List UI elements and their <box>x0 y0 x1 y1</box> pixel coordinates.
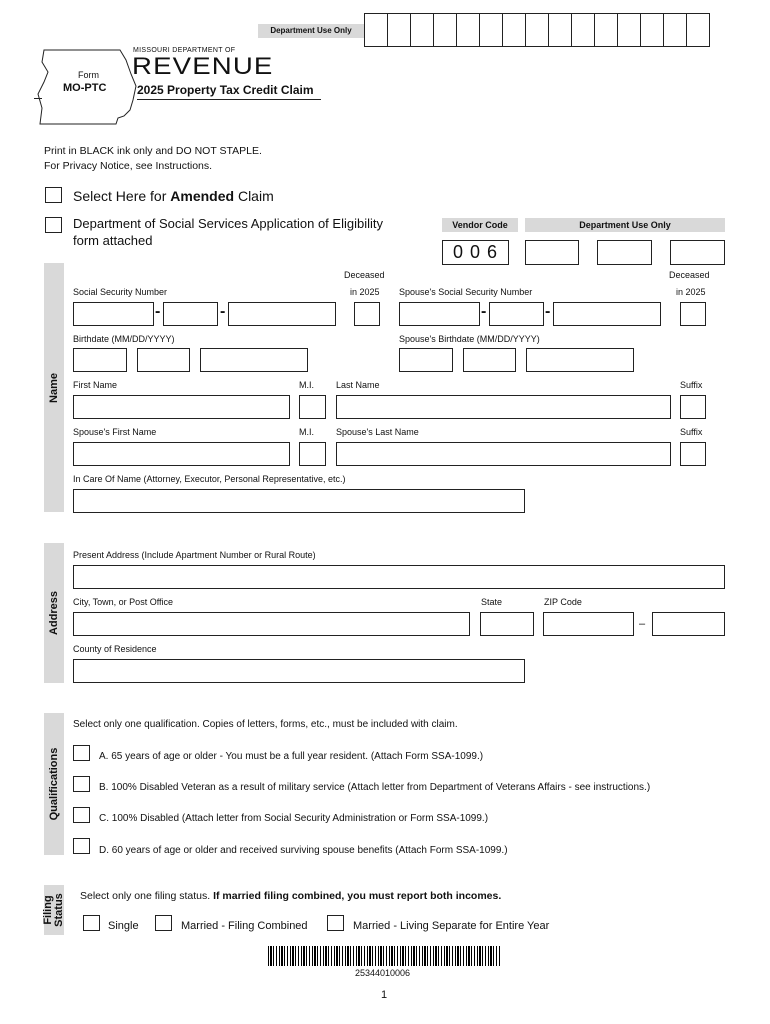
amended-prefix: Select Here for <box>73 188 171 204</box>
filing-single-label: Single <box>108 920 139 932</box>
birth-day-field[interactable] <box>137 348 190 372</box>
dept-cell[interactable] <box>548 13 572 47</box>
qualification-a-label: A. 65 years of age or older - You must be a full year resident. (Attach Form SSA-1099.) <box>99 751 484 762</box>
dept-cell[interactable] <box>387 13 411 47</box>
city-label: City, Town, or Post Office <box>73 597 174 607</box>
spouse-birth-month-field[interactable] <box>399 348 453 372</box>
deceased-label: Deceased <box>344 270 385 280</box>
dept-use-field-1[interactable] <box>525 240 579 265</box>
amended-suffix: Claim <box>234 188 274 204</box>
filing-married-separate-checkbox[interactable] <box>327 915 344 931</box>
county-field[interactable] <box>73 659 525 683</box>
agency-name: MISSOURI DEPARTMENT OF <box>133 47 236 54</box>
qualification-a-checkbox[interactable] <box>73 745 90 761</box>
care-of-field[interactable] <box>73 489 525 513</box>
filing-status-instruction <box>80 890 501 902</box>
instructions-line-2: For Privacy Notice, see Instructions. <box>44 160 213 172</box>
zip-label: ZIP Code <box>544 597 582 607</box>
qualifications-section-tab <box>44 713 64 855</box>
spouse-deceased-year-label: in 2025 <box>676 287 706 297</box>
dept-cell[interactable] <box>686 13 710 47</box>
spouse-suffix-label: Suffix <box>680 427 703 437</box>
qualification-b-label: B. 100% Disabled Veteran as a result of military service (Attach letter from Department of Veterans Affairs - see instructions.) <box>99 782 651 793</box>
spouse-birth-day-field[interactable] <box>463 348 516 372</box>
address-section-title: Address <box>48 590 60 636</box>
qualification-c-label: C. 100% Disabled (Attach letter from Social Security Administration or Form SSA-1099.) <box>99 813 489 824</box>
filing-status-title-line-1: Filing <box>42 895 54 925</box>
zip-field[interactable] <box>543 612 634 636</box>
birth-month-field[interactable] <box>73 348 127 372</box>
spouse-ssn-field-part-3[interactable] <box>553 302 661 326</box>
spouse-ssn-dash: - <box>545 303 551 320</box>
deceased-checkbox[interactable] <box>354 302 380 326</box>
ssn-dash: - <box>220 303 226 320</box>
amended-checkbox[interactable] <box>45 187 62 203</box>
dept-use-field-2[interactable] <box>597 240 652 265</box>
ssn-field-part-3[interactable] <box>228 302 336 326</box>
suffix-label: Suffix <box>680 380 703 390</box>
dept-cell[interactable] <box>479 13 503 47</box>
spouse-first-name-field[interactable] <box>73 442 290 466</box>
amended-label <box>73 188 274 204</box>
address-section-tab <box>44 543 64 683</box>
qualifications-instruction: Select only one qualification. Copies of letters, forms, etc., must be included with claim. <box>73 719 458 730</box>
name-section-tab <box>44 263 64 512</box>
spouse-ssn-label: Spouse's Social Security Number <box>399 287 533 297</box>
zip-dash: – <box>639 618 646 630</box>
filing-married-combined-label: Married - Filing Combined <box>181 920 308 932</box>
dept-use-field-3[interactable] <box>670 240 725 265</box>
state-label: State <box>481 597 503 607</box>
filing-status-title-line-2: Status <box>53 893 65 927</box>
filing-status-section-tab <box>44 885 64 935</box>
ssn-field-part-2[interactable] <box>163 302 218 326</box>
spouse-birth-year-field[interactable] <box>526 348 634 372</box>
amended-bold: Amended <box>170 188 235 204</box>
first-name-label: First Name <box>73 380 118 390</box>
present-address-label: Present Address (Include Apartment Number or Rural Route) <box>73 550 316 560</box>
birthdate-label: Birthdate (MM/DD/YYYY) <box>73 334 175 344</box>
care-of-label: In Care Of Name (Attorney, Executor, Personal Representative, etc.) <box>73 474 346 484</box>
dept-cell[interactable] <box>456 13 480 47</box>
spouse-mi-field[interactable] <box>299 442 326 466</box>
revenue-logo: REVENUE <box>132 53 274 80</box>
spouse-deceased-checkbox[interactable] <box>680 302 706 326</box>
form-label: Form <box>78 70 99 80</box>
dept-use-only-top-label: Department Use Only <box>258 24 364 38</box>
vendor-code-field: 0 0 6 <box>442 240 509 265</box>
dept-cell[interactable] <box>364 13 388 47</box>
qualifications-section-title: Qualifications <box>48 747 60 821</box>
barcode-number: 25344010006 <box>355 968 411 978</box>
city-field[interactable] <box>73 612 470 636</box>
first-name-field[interactable] <box>73 395 290 419</box>
spouse-mi-label: M.I. <box>299 427 314 437</box>
form-title: 2025 Property Tax Credit Claim <box>137 83 314 97</box>
form-code-tick <box>34 98 42 99</box>
dept-cell[interactable] <box>502 13 526 47</box>
last-name-label: Last Name <box>336 380 380 390</box>
dss-label-line-2: form attached <box>73 233 153 248</box>
last-name-field[interactable] <box>336 395 671 419</box>
spouse-last-name-label: Spouse's Last Name <box>336 427 419 437</box>
filing-status-instruction-plain: Select only one filing status. <box>80 890 214 902</box>
page-number: 1 <box>381 989 388 1001</box>
filing-single-checkbox[interactable] <box>83 915 100 931</box>
dept-cell[interactable] <box>663 13 687 47</box>
filing-married-combined-checkbox[interactable] <box>155 915 172 931</box>
dept-cell[interactable] <box>571 13 595 47</box>
form-code: MO-PTC <box>63 82 107 94</box>
barcode <box>268 946 501 966</box>
suffix-field[interactable] <box>680 395 706 419</box>
deceased-year-label: in 2025 <box>350 287 380 297</box>
ssn-field-part-1[interactable] <box>73 302 154 326</box>
instructions-line-1: Print in BLACK ink only and DO NOT STAPLE. <box>44 145 262 157</box>
dept-use-only-top-cells <box>364 0 726 50</box>
filing-status-instruction-bold: If married filing combined, you must report both incomes. <box>213 890 502 902</box>
dept-cell[interactable] <box>640 13 664 47</box>
spouse-birthdate-label: Spouse's Birthdate (MM/DD/YYYY) <box>399 334 540 344</box>
county-label: County of Residence <box>73 644 157 654</box>
ssn-dash: - <box>155 303 161 320</box>
spouse-ssn-field-part-2[interactable] <box>489 302 544 326</box>
dept-cell[interactable] <box>594 13 618 47</box>
form-title-underline <box>137 99 321 100</box>
spouse-last-name-field[interactable] <box>336 442 671 466</box>
spouse-suffix-field[interactable] <box>680 442 706 466</box>
qualification-b-checkbox[interactable] <box>73 776 90 792</box>
dept-cell[interactable] <box>410 13 434 47</box>
dept-cell[interactable] <box>525 13 549 47</box>
spouse-deceased-label: Deceased <box>669 270 710 280</box>
spouse-ssn-dash: - <box>481 303 487 320</box>
dss-checkbox[interactable] <box>45 217 62 233</box>
qualification-c-checkbox[interactable] <box>73 807 90 823</box>
mi-field[interactable] <box>299 395 326 419</box>
birth-year-field[interactable] <box>200 348 308 372</box>
present-address-field[interactable] <box>73 565 725 589</box>
filing-status-title <box>43 893 65 927</box>
spouse-ssn-field-part-1[interactable] <box>399 302 480 326</box>
dept-cell[interactable] <box>617 13 641 47</box>
qualification-d-checkbox[interactable] <box>73 838 90 854</box>
dss-label-line-1: Department of Social Services Application of Eligibility <box>73 216 383 231</box>
mi-label: M.I. <box>299 380 314 390</box>
zip-extension-field[interactable] <box>652 612 725 636</box>
dept-cell[interactable] <box>433 13 457 47</box>
vendor-code-header: Vendor Code <box>442 218 518 232</box>
filing-married-separate-label: Married - Living Separate for Entire Year <box>353 920 550 932</box>
ssn-label: Social Security Number <box>73 287 168 297</box>
spouse-first-name-label: Spouse's First Name <box>73 427 157 437</box>
state-field[interactable] <box>480 612 534 636</box>
name-section-title: Name <box>48 372 60 403</box>
qualification-d-label: D. 60 years of age or older and received surviving spouse benefits (Attach Form SSA-1099.) <box>99 845 508 856</box>
dept-use-only-header: Department Use Only <box>525 218 725 232</box>
